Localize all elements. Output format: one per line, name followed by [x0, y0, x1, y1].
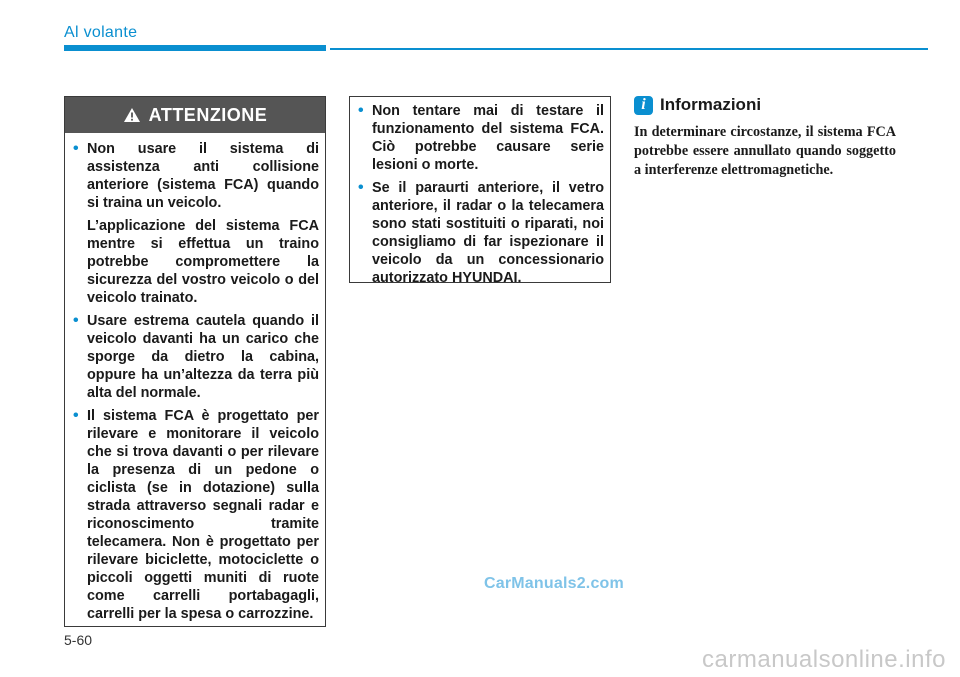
- info-icon: i: [634, 96, 653, 115]
- info-block: [634, 95, 896, 180]
- warning-item: • Il sistema FCA è progettato per rilevare e monitorare il veicolo che si trova davanti o per rilevare la presenza di un pedone o ciclista (se in dotazione) sulla strada attraverso segnali radar e riconoscimento tramite telecamera. Non è progettato per rilevare biciclette, motociclette o piccoli oggetti muniti di ruote come carrelli portabagagli, carrelli per la spesa o carrozzine.: [73, 407, 319, 623]
- warning-header: [65, 97, 325, 133]
- warning-list: [65, 133, 325, 623]
- warning-triangle-icon: [123, 107, 141, 123]
- watermark-link[interactable]: CarManuals2.com: [484, 575, 624, 592]
- info-header: [634, 95, 896, 115]
- warning-title: ATTENZIONE: [148, 104, 268, 125]
- header-rule-thick: [64, 45, 326, 51]
- warning-item-detail: L’applicazione del sistema FCA mentre si effettua un traino potrebbe compromettere la sicurezza del vostro veicolo o del veicolo trainato.: [87, 218, 319, 306]
- section-title: Al volante: [64, 24, 138, 41]
- warning-item: • Non tentare mai di testare il funzionamento del sistema FCA. Ciò potrebbe causare serie lesioni o morte.: [358, 102, 604, 174]
- warning-box-left: [64, 96, 326, 627]
- warning-item: • Usare estrema cautela quando il veicolo davanti ha un carico che sporge da dietro la cabina, oppure ha un’altezza da terra più alta del normale.: [73, 312, 319, 402]
- warning-item: • Se il paraurti anteriore, il vetro anteriore, il radar o la telecamera sono stati sostituiti o riparati, noi consigliamo di far ispezionare il veicolo da un concessionario autorizzato HYUNDAI.: [358, 179, 604, 287]
- warning-item: • Non usare il sistema di assistenza anti collisione anteriore (sistema FCA) quando si traina un veicolo. L’applicazione del sistema FCA mentre si effettua un traino potrebbe compromettere la sicurezza del vostro veicolo o del veicolo trainato.: [73, 140, 319, 307]
- header-rule-thin: [330, 48, 928, 50]
- footer-watermark: carmanualsonline.info: [702, 646, 946, 673]
- warning-box-right: [349, 96, 611, 286]
- info-body: In determinare circostanze, il sistema FCA potrebbe essere annullato quando soggetto a interferenze elettromagnetiche.: [634, 124, 896, 178]
- info-title: Informazioni: [660, 95, 762, 114]
- warning-list: [350, 97, 610, 287]
- page-number: 5-60: [64, 632, 93, 648]
